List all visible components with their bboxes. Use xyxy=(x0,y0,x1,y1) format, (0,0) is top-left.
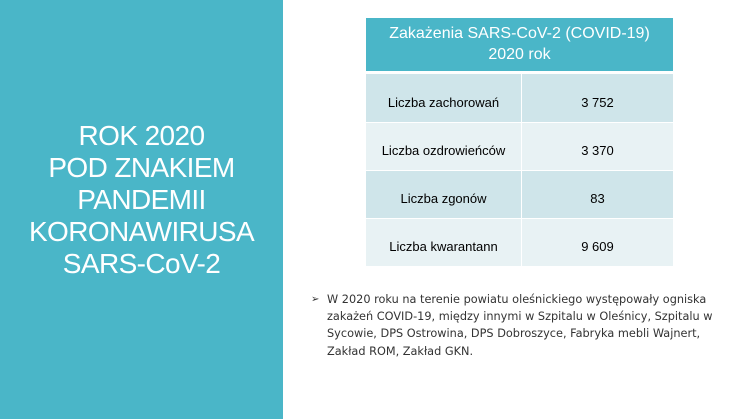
outbreak-note xyxy=(311,291,731,360)
title-line-5: SARS-CoV-2 xyxy=(62,248,221,279)
row-value: 3 370 xyxy=(522,123,673,170)
table-row xyxy=(366,170,673,218)
table-row xyxy=(366,122,673,170)
title-line-4: KORONAWIRUSA xyxy=(28,216,255,247)
outbreak-note-text: W 2020 roku na terenie powiatu oleśnickiego występowały ogniska zakażeń COVID-19, między innymi w Szpitalu w Oleśnicy, Szpitalu w Sycowie, DPS Ostrowina, DPS Dobroszyce, Fabryka mebli Wajnert, Zakład ROM, Zakład GKN. xyxy=(327,293,713,358)
table-header-year: 2020 rok xyxy=(488,46,551,63)
title-line-2: POD ZNAKIEM xyxy=(48,152,235,183)
row-label: Liczba zachorowań xyxy=(366,74,522,122)
table-row xyxy=(366,218,673,266)
table-header-title: Zakażenia SARS-CoV-2 (COVID-19) xyxy=(389,25,650,42)
title-line-1: ROK 2020 xyxy=(78,120,205,151)
table-row xyxy=(366,74,673,122)
row-label: Liczba ozdrowieńców xyxy=(366,123,522,170)
row-value: 3 752 xyxy=(522,74,673,122)
arrow-bullet-icon: ➢ xyxy=(311,294,320,305)
row-value: 83 xyxy=(522,171,673,218)
row-label: Liczba kwarantann xyxy=(366,219,522,266)
slide-title xyxy=(10,120,273,280)
row-value: 9 609 xyxy=(522,219,673,266)
title-line-3: PANDEMII xyxy=(77,184,206,215)
covid-stats-table xyxy=(366,18,673,266)
table-header xyxy=(366,18,673,74)
row-label: Liczba zgonów xyxy=(366,171,522,218)
title-panel xyxy=(0,0,283,419)
